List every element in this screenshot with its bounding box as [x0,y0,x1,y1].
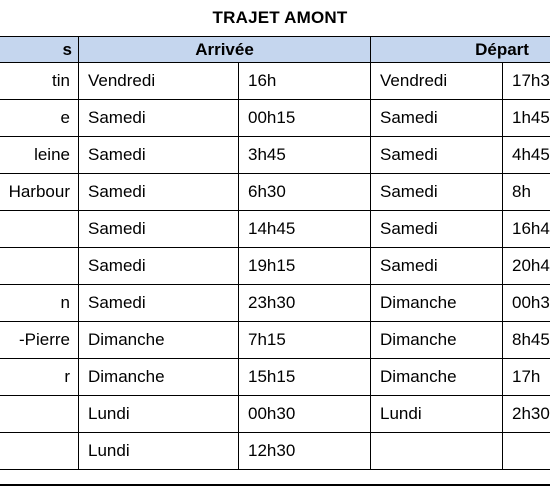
cell-arrival-day: Samedi [79,248,239,285]
table-header [0,37,550,63]
cell-arrival-day: Samedi [79,174,239,211]
cell-arrival-day: Vendredi [79,63,239,100]
cell-departure-time: 2h30 [503,396,550,433]
cell-departure-day [371,433,503,470]
cell-arrival-time: 16h [239,63,371,100]
cell-arrival-time: 6h30 [239,174,371,211]
schedule-table [0,36,550,470]
cell-stop [0,396,79,433]
cell-stop: n [0,285,79,322]
cell-arrival-day: Samedi [79,137,239,174]
cell-arrival-day: Samedi [79,285,239,322]
cell-departure-day: Dimanche [371,359,503,396]
cell-departure-day: Samedi [371,211,503,248]
cell-stop: leine [0,137,79,174]
table-row [0,248,550,285]
cell-departure-time: 17h3 [503,63,550,100]
cell-arrival-day: Lundi [79,433,239,470]
table-bottom-border [0,484,550,486]
cell-arrival-day: Dimanche [79,359,239,396]
table-row [0,174,550,211]
header-row [0,37,550,63]
cell-stop [0,248,79,285]
header-arrival: Arrivée [79,37,371,63]
cell-stop: -Pierre [0,322,79,359]
cell-departure-day: Samedi [371,137,503,174]
cell-stop [0,433,79,470]
table-row [0,396,550,433]
table-row [0,100,550,137]
cell-stop: r [0,359,79,396]
page-title: TRAJET AMONT [212,8,348,27]
cell-arrival-time: 23h30 [239,285,371,322]
table-row [0,322,550,359]
cell-stop: tin [0,63,79,100]
cell-departure-time: 00h3 [503,285,550,322]
cell-arrival-day: Dimanche [79,322,239,359]
table-row [0,433,550,470]
cell-departure-time: 17h [503,359,550,396]
cell-departure-day: Samedi [371,174,503,211]
cell-departure-time: 16h4 [503,211,550,248]
table-row [0,359,550,396]
table-row [0,137,550,174]
cell-departure-day: Vendredi [371,63,503,100]
header-stops: s [0,37,79,63]
cell-arrival-time: 3h45 [239,137,371,174]
cell-departure-day: Dimanche [371,322,503,359]
cell-departure-time: 4h45 [503,137,550,174]
cell-arrival-time: 00h15 [239,100,371,137]
cell-arrival-day: Lundi [79,396,239,433]
cell-departure-time: 8h [503,174,550,211]
cell-arrival-time: 7h15 [239,322,371,359]
table-body [0,63,550,470]
cell-departure-day: Samedi [371,248,503,285]
cell-stop: e [0,100,79,137]
cell-stop [0,211,79,248]
cell-arrival-time: 14h45 [239,211,371,248]
cell-arrival-time: 00h30 [239,396,371,433]
cell-departure-day: Dimanche [371,285,503,322]
cell-arrival-time: 19h15 [239,248,371,285]
cell-departure-day: Lundi [371,396,503,433]
table-row [0,211,550,248]
cell-arrival-time: 12h30 [239,433,371,470]
schedule-table-viewport [0,36,550,486]
table-row [0,63,550,100]
table-row [0,285,550,322]
cell-departure-time: 20h4 [503,248,550,285]
cell-arrival-day: Samedi [79,211,239,248]
cell-stop: Harbour [0,174,79,211]
cell-arrival-day: Samedi [79,100,239,137]
cell-departure-time: 1h45 [503,100,550,137]
cell-departure-time: 8h45 [503,322,550,359]
header-departure: Départ [371,37,550,63]
cell-departure-time [503,433,550,470]
cell-departure-day: Samedi [371,100,503,137]
cell-arrival-time: 15h15 [239,359,371,396]
